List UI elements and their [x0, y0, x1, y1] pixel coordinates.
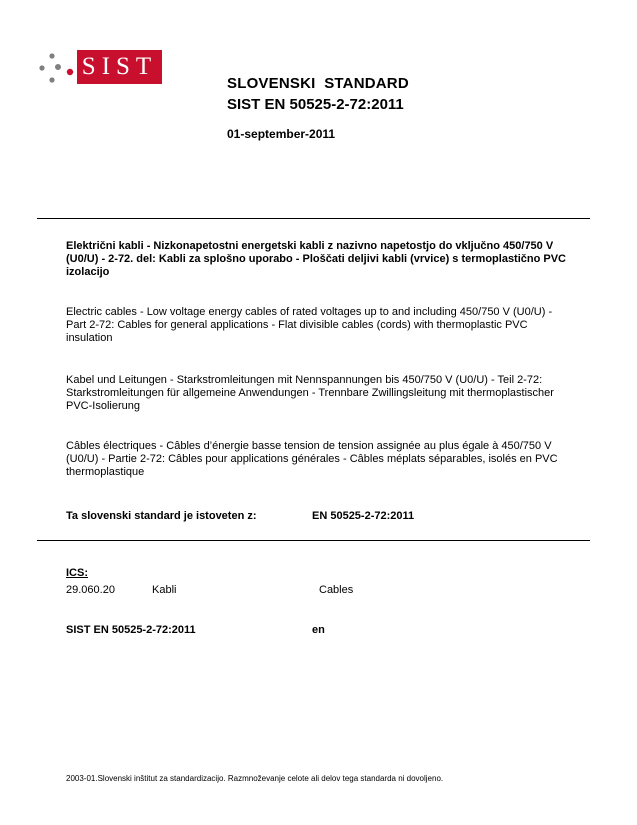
- ics-name-english: Cables: [319, 584, 354, 596]
- standard-code-heading: SIST EN 50525-2-72:2011: [227, 96, 404, 113]
- identical-to-label: Ta slovenski standard je istoveten z:: [66, 510, 257, 522]
- ics-label: ICS:: [66, 567, 88, 579]
- sist-logo: SIST: [77, 50, 162, 84]
- identical-to-value: EN 50525-2-72:2011: [312, 510, 415, 522]
- logo-dots-icon: [36, 52, 76, 86]
- title-french: Câbles électriques - Câbles d’énergie basse tension de tension assignée au plus égale à 450/750 V (U0/U) - Partie 2-72: Câbles pour applications générales - Câbles méplats séparables, isolés en PVC thermoplastique: [66, 440, 558, 478]
- title-german: Kabel und Leitungen - Starkstromleitungen mit Nennspannungen bis 450/750 V (U0/U) - Teil 2-72: Starkstromleitungen für allgemeine Anwendungen - Trennbare Zwillingsleitung mit thermoplastischer PVC-Isolierung: [66, 374, 554, 412]
- divider-top: [37, 218, 590, 219]
- publication-date: 01-september-2011: [227, 127, 336, 141]
- ics-name-slovenian: Kabli: [152, 584, 177, 596]
- standard-code: SIST EN 50525-2-72:2011: [66, 624, 196, 636]
- divider-bottom: [37, 540, 590, 541]
- copyright-footer: 2003-01.Slovenski inštitut za standardizacijo. Razmnoževanje celote ali delov tega standarda ni dovoljeno.: [66, 774, 444, 783]
- ics-code: 29.060.20: [66, 584, 115, 596]
- standard-language: en: [312, 624, 325, 636]
- title-english: Electric cables - Low voltage energy cables of rated voltages up to and including 450/750 V (U0/U) - Part 2-72: Cables for general applications - Flat divisible cables (cords) with thermoplastic PVC insulation: [66, 306, 553, 344]
- title-slovenian: Električni kabli - Nizkonapetostni energetski kabli z nazivno napetostjo do vključno 450/750 V (U0/U) - 2-72. del: Kabli za splošno uporabo - Ploščati deljivi kabli (vrvice) s termoplastično PVC izolacijo: [66, 240, 567, 278]
- standard-type-heading: SLOVENSKI STANDARD: [227, 75, 409, 92]
